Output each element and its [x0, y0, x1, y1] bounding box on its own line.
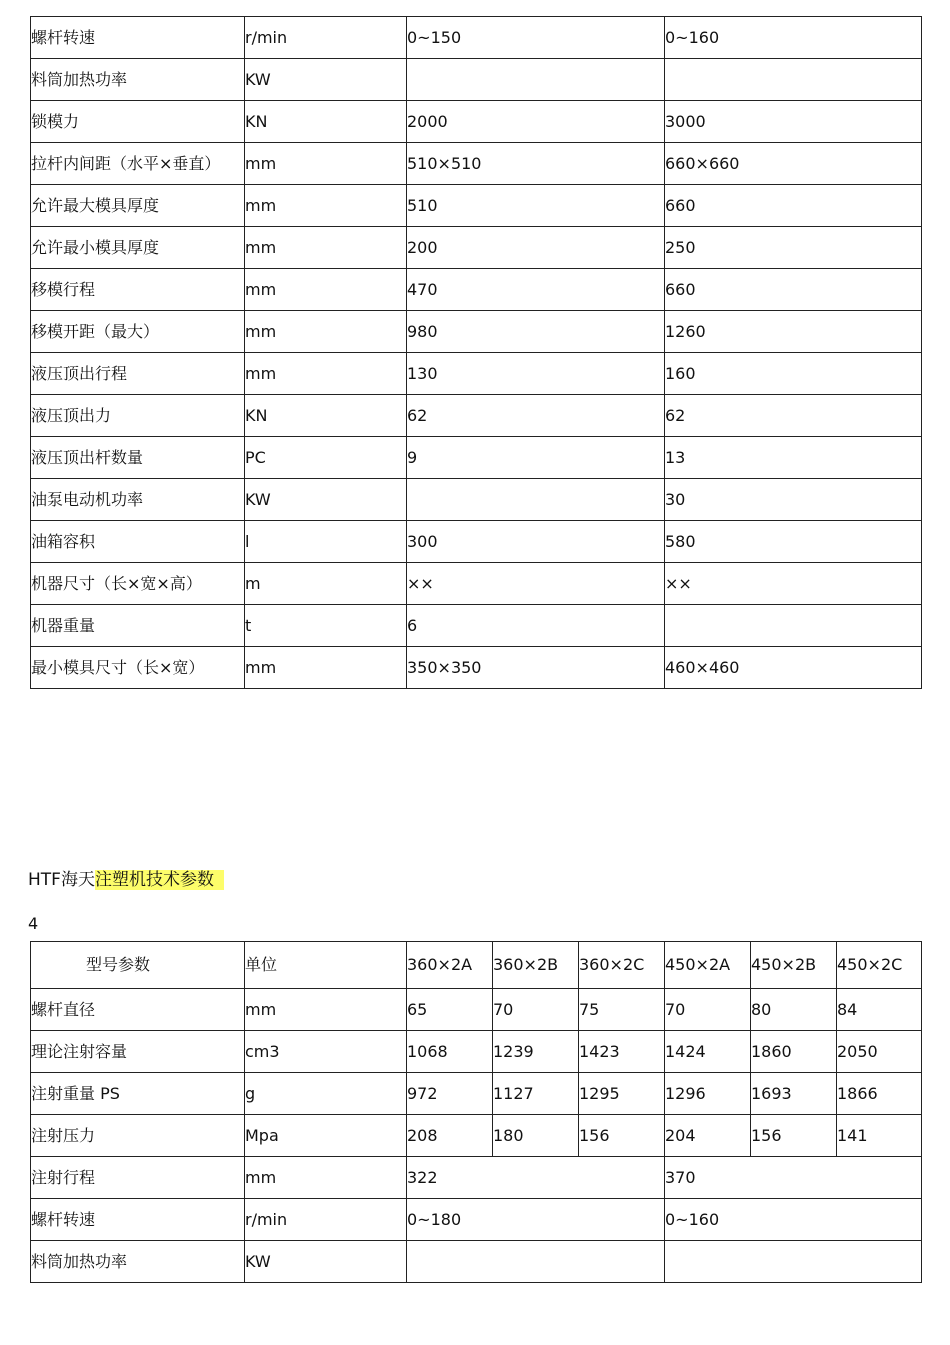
param-cell: 注射压力 — [31, 1115, 245, 1157]
table-row — [31, 269, 922, 311]
unit-cell: mm — [245, 989, 407, 1031]
value-cell: 510×510 — [407, 143, 665, 185]
section-title-prefix: HTF海天 — [28, 870, 95, 890]
table-row — [31, 353, 922, 395]
table-row — [31, 605, 922, 647]
table-row — [31, 227, 922, 269]
unit-cell: mm — [245, 353, 407, 395]
param-cell: 料筒加热功率 — [31, 1241, 245, 1283]
unit-cell: g — [245, 1073, 407, 1115]
param-cell: 螺杆直径 — [31, 989, 245, 1031]
unit-cell: mm — [245, 647, 407, 689]
value-cell: 75 — [579, 989, 665, 1031]
unit-cell: mm — [245, 311, 407, 353]
table-row — [31, 1115, 922, 1157]
value-cell: 130 — [407, 353, 665, 395]
param-cell: 液压顶出力 — [31, 395, 245, 437]
value-cell: 9 — [407, 437, 665, 479]
value-cell: 1260 — [665, 311, 922, 353]
value-cell — [407, 59, 665, 101]
value-cell: 156 — [751, 1115, 837, 1157]
header-model: 360×2A — [407, 942, 493, 989]
table-row — [31, 479, 922, 521]
param-cell: 机器尺寸（长×宽×高） — [31, 563, 245, 605]
value-cell: 0~160 — [665, 17, 922, 59]
unit-cell: r/min — [245, 1199, 407, 1241]
value-cell: 470 — [407, 269, 665, 311]
value-cell: 84 — [837, 989, 922, 1031]
value-cell-merged: 0~160 — [665, 1199, 922, 1241]
value-cell: 3000 — [665, 101, 922, 143]
unit-cell: mm — [245, 269, 407, 311]
header-model: 450×2B — [751, 942, 837, 989]
header-param: 型号参数 — [31, 942, 245, 989]
unit-cell: r/min — [245, 17, 407, 59]
value-cell: 660 — [665, 269, 922, 311]
value-cell: 80 — [751, 989, 837, 1031]
value-cell-merged: 370 — [665, 1157, 922, 1199]
param-cell: 理论注射容量 — [31, 1031, 245, 1073]
table-row — [31, 647, 922, 689]
value-cell: 1068 — [407, 1031, 493, 1073]
value-cell: 141 — [837, 1115, 922, 1157]
value-cell: 2050 — [837, 1031, 922, 1073]
value-cell: 70 — [665, 989, 751, 1031]
param-cell: 注射重量 PS — [31, 1073, 245, 1115]
unit-cell: KW — [245, 479, 407, 521]
value-cell: 6 — [407, 605, 665, 647]
value-cell: 660 — [665, 185, 922, 227]
table-row — [31, 1031, 922, 1073]
unit-cell: KN — [245, 395, 407, 437]
param-cell: 允许最小模具厚度 — [31, 227, 245, 269]
value-cell: 156 — [579, 1115, 665, 1157]
param-cell: 允许最大模具厚度 — [31, 185, 245, 227]
table-row — [31, 1241, 922, 1283]
value-cell: 1127 — [493, 1073, 579, 1115]
table-row — [31, 395, 922, 437]
spec-table-body — [31, 17, 922, 689]
value-cell — [665, 605, 922, 647]
table-row — [31, 143, 922, 185]
param-cell: 移模开距（最大） — [31, 311, 245, 353]
param-cell: 锁模力 — [31, 101, 245, 143]
value-cell: 70 — [493, 989, 579, 1031]
param-cell: 机器重量 — [31, 605, 245, 647]
param-cell: 最小模具尺寸（长×宽） — [31, 647, 245, 689]
value-cell: 1296 — [665, 1073, 751, 1115]
value-cell: 580 — [665, 521, 922, 563]
section-title — [28, 870, 224, 890]
header-unit: 单位 — [245, 942, 407, 989]
value-cell: 300 — [407, 521, 665, 563]
value-cell: ×× — [407, 563, 665, 605]
unit-cell: KW — [245, 59, 407, 101]
spec-table-4 — [30, 941, 922, 1283]
table-header-row — [31, 942, 922, 989]
param-cell: 液压顶出行程 — [31, 353, 245, 395]
table-row — [31, 1157, 922, 1199]
param-cell: 料筒加热功率 — [31, 59, 245, 101]
value-cell-merged — [407, 1241, 665, 1283]
unit-cell: mm — [245, 227, 407, 269]
table-row — [31, 185, 922, 227]
value-cell-merged: 322 — [407, 1157, 665, 1199]
value-cell: 160 — [665, 353, 922, 395]
param-cell: 油泵电动机功率 — [31, 479, 245, 521]
value-cell: 1866 — [837, 1073, 922, 1115]
table-row — [31, 521, 922, 563]
section-number: 4 — [28, 914, 39, 933]
param-cell: 注射行程 — [31, 1157, 245, 1199]
value-cell: 65 — [407, 989, 493, 1031]
value-cell: 660×660 — [665, 143, 922, 185]
header-model: 360×2B — [493, 942, 579, 989]
value-cell: 2000 — [407, 101, 665, 143]
table-row — [31, 563, 922, 605]
value-cell: 204 — [665, 1115, 751, 1157]
value-cell: 13 — [665, 437, 922, 479]
value-cell: 0~150 — [407, 17, 665, 59]
value-cell: 972 — [407, 1073, 493, 1115]
unit-cell: Mpa — [245, 1115, 407, 1157]
value-cell: 510 — [407, 185, 665, 227]
section-title-highlight: 注塑机技术参数 — [95, 870, 224, 890]
value-cell: 1693 — [751, 1073, 837, 1115]
value-cell: 1860 — [751, 1031, 837, 1073]
table-row — [31, 989, 922, 1031]
table-row — [31, 1199, 922, 1241]
unit-cell: mm — [245, 143, 407, 185]
value-cell: 30 — [665, 479, 922, 521]
unit-cell: l — [245, 521, 407, 563]
param-cell: 螺杆转速 — [31, 17, 245, 59]
value-cell: ×× — [665, 563, 922, 605]
param-cell: 移模行程 — [31, 269, 245, 311]
table-row — [31, 311, 922, 353]
param-cell: 液压顶出杆数量 — [31, 437, 245, 479]
value-cell-merged: 0~180 — [407, 1199, 665, 1241]
unit-cell: t — [245, 605, 407, 647]
table-row — [31, 1073, 922, 1115]
value-cell: 1295 — [579, 1073, 665, 1115]
table-row — [31, 59, 922, 101]
value-cell: 208 — [407, 1115, 493, 1157]
unit-cell: mm — [245, 1157, 407, 1199]
unit-cell: m — [245, 563, 407, 605]
value-cell: 1424 — [665, 1031, 751, 1073]
value-cell: 180 — [493, 1115, 579, 1157]
value-cell: 1239 — [493, 1031, 579, 1073]
value-cell: 980 — [407, 311, 665, 353]
table-row — [31, 101, 922, 143]
table-row — [31, 17, 922, 59]
value-cell: 460×460 — [665, 647, 922, 689]
table-row — [31, 437, 922, 479]
unit-cell: cm3 — [245, 1031, 407, 1073]
value-cell: 62 — [665, 395, 922, 437]
param-cell: 螺杆转速 — [31, 1199, 245, 1241]
value-cell: 1423 — [579, 1031, 665, 1073]
header-model: 360×2C — [579, 942, 665, 989]
unit-cell: KW — [245, 1241, 407, 1283]
value-cell-merged — [665, 1241, 922, 1283]
value-cell: 350×350 — [407, 647, 665, 689]
header-model: 450×2A — [665, 942, 751, 989]
value-cell — [665, 59, 922, 101]
param-cell: 油箱容积 — [31, 521, 245, 563]
value-cell: 200 — [407, 227, 665, 269]
value-cell: 250 — [665, 227, 922, 269]
unit-cell: KN — [245, 101, 407, 143]
value-cell: 62 — [407, 395, 665, 437]
spec-table-4-body — [31, 942, 922, 1283]
spec-table-continued — [30, 16, 922, 689]
unit-cell: PC — [245, 437, 407, 479]
param-cell: 拉杆内间距（水平×垂直） — [31, 143, 245, 185]
value-cell — [407, 479, 665, 521]
unit-cell: mm — [245, 185, 407, 227]
header-model: 450×2C — [837, 942, 922, 989]
